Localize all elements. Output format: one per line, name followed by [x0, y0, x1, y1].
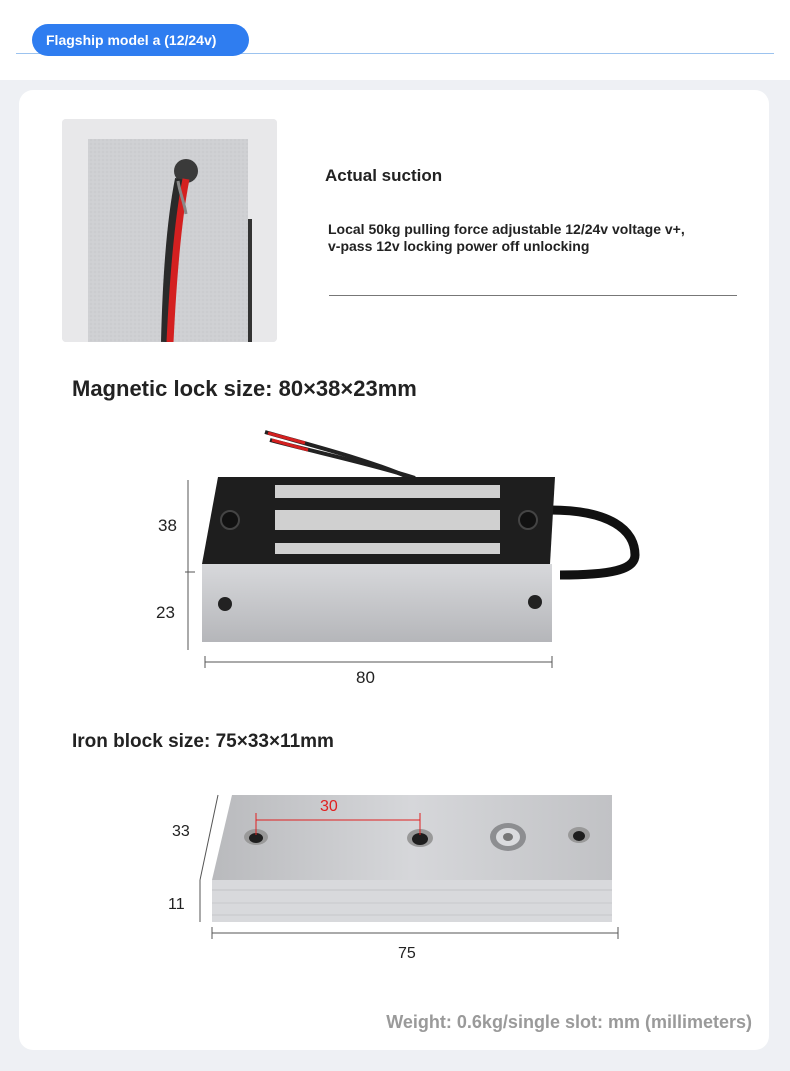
suction-title: Actual suction	[325, 166, 443, 185]
iron-block-heading: Iron block size: 75×33×11mm	[72, 731, 334, 752]
dim-thickness: 11	[168, 896, 185, 913]
lock-closeup-image	[62, 119, 277, 342]
iron-block-diagram	[160, 785, 630, 945]
suction-description: Local 50kg pulling force adjustable 12/24v voltage v+, v-pass 12v locking power off unlocking	[328, 221, 685, 254]
magnetic-lock-heading: Magnetic lock size: 80×38×23mm	[72, 376, 417, 401]
dim-iron-length: 75	[398, 945, 416, 962]
suction-divider	[329, 295, 737, 296]
weight-note: Weight: 0.6kg/single slot: mm (millimeters)	[386, 1012, 752, 1032]
dim-depth: 33	[172, 823, 190, 840]
dim-length: 80	[356, 668, 375, 687]
dim-height-top: 38	[158, 516, 177, 535]
magnetic-lock-diagram	[140, 420, 650, 670]
product-photo	[62, 119, 277, 342]
dim-spacing: 30	[320, 798, 338, 815]
model-badge: Flagship model a (12/24v)	[32, 24, 249, 56]
dim-height-bottom: 23	[156, 603, 175, 622]
top-header	[0, 0, 790, 80]
